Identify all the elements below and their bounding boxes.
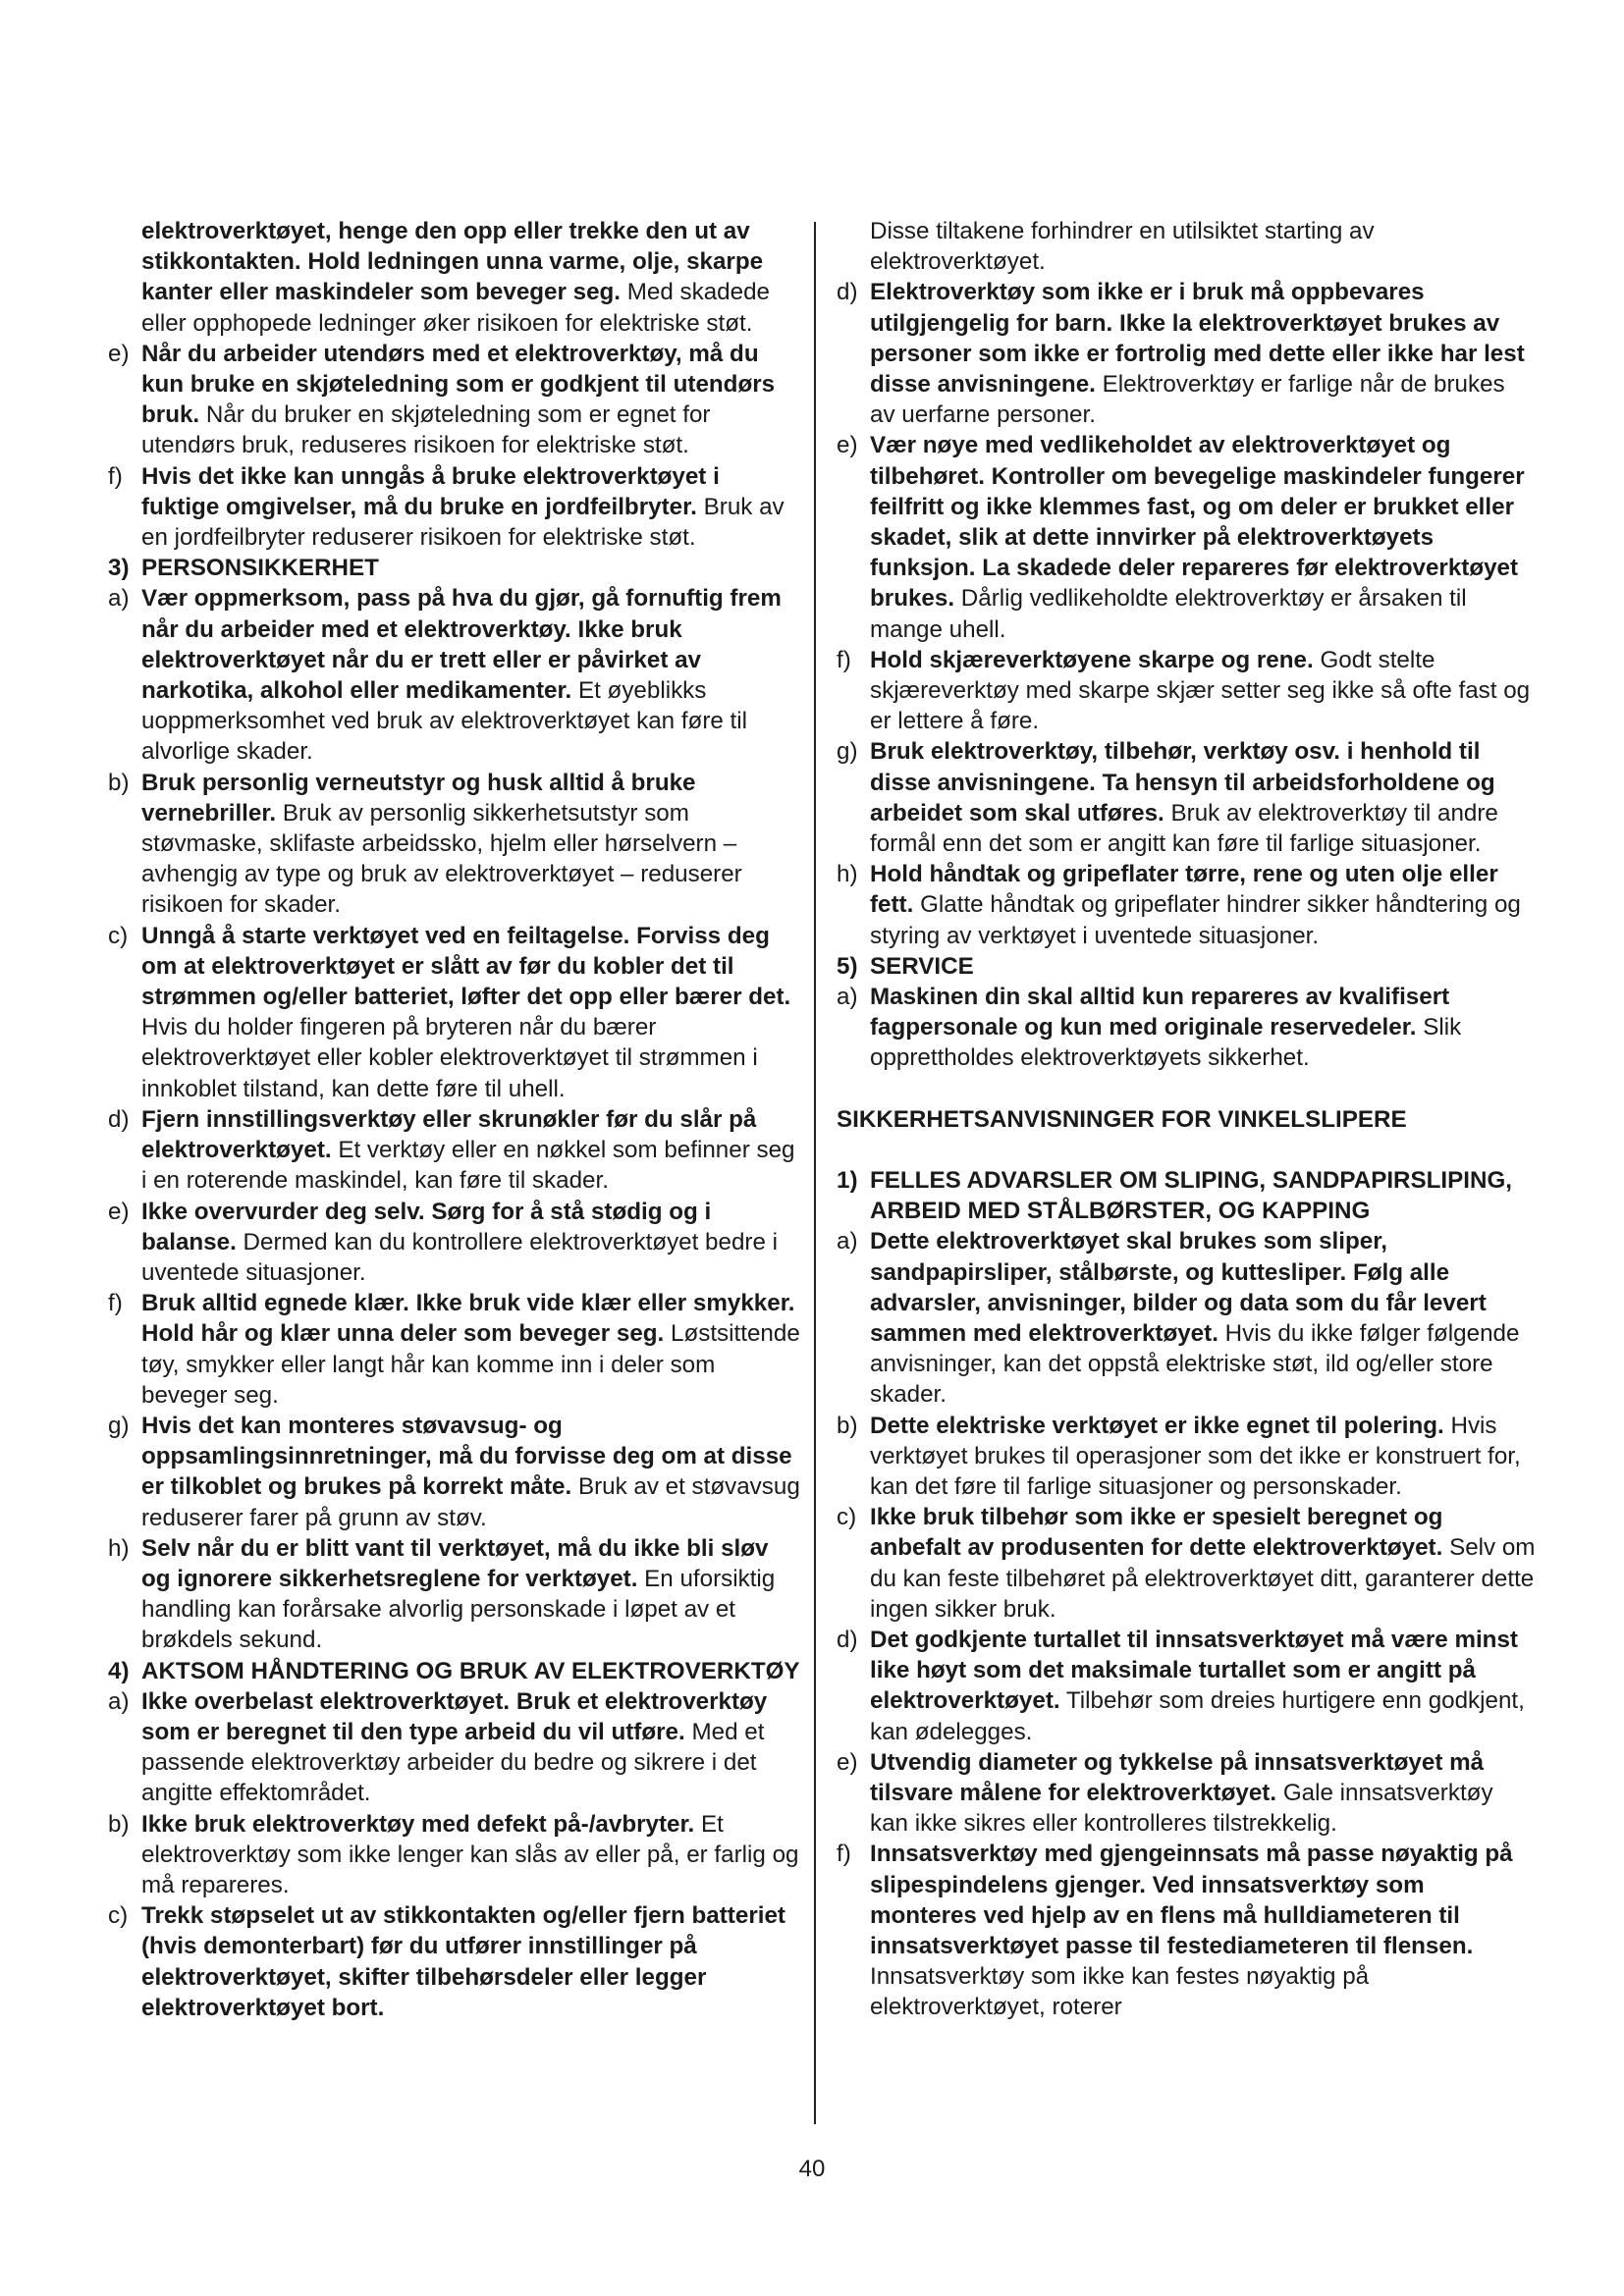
item-bold: Ikke overbelast elektroverktøyet. Bruk et elektroverktøy som er beregnet til den type arbeid du vil utføre.: [141, 1687, 768, 1745]
list-item: [108, 1411, 800, 1533]
section-heading-5: [837, 951, 1536, 982]
item-bold: Hvis det kan monteres støvavsug- og oppsamlingsinnretninger, må du forvisse deg om at disse er tilkoblet og brukes på korrekt måte.: [141, 1412, 792, 1501]
item-bold: Bruk elektroverktøy, tilbehør, verktøy osv. i henhold til disse anvisningene. Ta hensyn til arbeidsforholdene og arbeidet som skal utføres.: [870, 738, 1495, 827]
item-text: Et verktøy eller en nøkkel som befinner seg i en roterende maskindel, kan føre til skader.: [141, 1137, 795, 1195]
list-item: [108, 461, 800, 554]
list-item: [837, 1747, 1536, 1840]
list-item: [837, 277, 1536, 430]
item-bold: Dette elektroverktøyet skal brukes som sliper, sandpapirsliper, stålbørste, og kuttesliper. Følg alle advarsler, anvisninger, bilder og data som du får levert sammen med elektroverktøyet.: [870, 1228, 1487, 1347]
section-title: PERSONSIKKERHET: [141, 555, 379, 582]
list-item: [837, 430, 1536, 644]
item-marker: e): [108, 1198, 130, 1225]
column-divider: [814, 222, 816, 2124]
item-marker: a): [108, 585, 130, 613]
list-item: [108, 339, 800, 461]
item-text: Hvis du ikke følger følgende anvisninger, kan det oppstå elektriske støt, ild og/eller store skader.: [870, 1319, 1520, 1409]
item-text: En uforsiktig handling kan forårsake alvorlig personskade i løpet av et brøkdels sekund.: [141, 1565, 776, 1654]
item-marker: h): [108, 1534, 130, 1562]
item-marker: g): [837, 738, 858, 766]
item-text: Bruk av et støvavsug reduserer farer på grunn av støv.: [141, 1473, 800, 1531]
item-marker: f): [108, 462, 123, 490]
item-marker: b): [837, 1412, 858, 1439]
list-item: [837, 1226, 1536, 1410]
item-bold: Ikke overvurder deg selv. Sørg for å stå stødig og i balanse.: [141, 1198, 712, 1255]
item-text: Hvis verktøyet brukes til operasjoner som det ikke er konstruert for, kan det føre til farlige situasjoner og personskader.: [870, 1412, 1521, 1500]
item-bold: Hold håndtak og gripeflater tørre, rene og uten olje eller fett.: [870, 861, 1498, 919]
list-item: [837, 1411, 1536, 1503]
item-marker: c): [108, 922, 129, 949]
item-text: Dårlig vedlikeholdte elektroverktøy er årsaken til mange uhell.: [870, 585, 1467, 643]
item-text: Med et passende elektroverktøy arbeider du bedre og sikrere i det angitte effektområdet.: [141, 1718, 765, 1807]
section-number: 5): [837, 952, 858, 980]
item-text: Bruk av en jordfeilbryter reduserer risikoen for elektriske støt.: [141, 493, 785, 552]
item-marker: b): [108, 769, 130, 796]
item-marker: e): [837, 1748, 858, 1776]
item-bold: Vær oppmerksom, pass på hva du gjør, gå fornuftig frem når du arbeider med et elektroverktøy. Ikke bruk elektroverktøyet når du er trett eller er påvirket av narkotika, alkohol eller medikamenter.: [141, 585, 782, 705]
list-item: [108, 583, 800, 767]
item-marker: e): [837, 432, 858, 459]
list-item: [837, 645, 1536, 737]
item-marker: f): [837, 646, 851, 673]
safety-section-title: SIKKERHETSANVISNINGER FOR VINKELSLIPERE: [837, 1105, 1407, 1133]
item-bold: Når du arbeider utendørs med et elektroverktøy, må du kun bruke en skjøteledning som er godkjent til utendørs bruk.: [141, 340, 776, 429]
item-bold: Det godkjente turtallet til innsatsverktøyet må være minst like høyt som det maksimale turtallet som er angitt på elektroverktøyet.: [870, 1626, 1518, 1715]
item-marker: d): [837, 1626, 858, 1653]
item-text: Hvis du holder fingeren på bryteren når du bærer elektroverktøyet eller kobler elektroverktøyet til strømmen i innkoblet tilstand, kan dette føre til uhell.: [141, 1014, 758, 1102]
item-text: Bruk av elektroverktøy til andre formål enn det som er angitt kan føre til farlige situasjoner.: [870, 799, 1498, 858]
item-text: Et elektroverktøy som ikke lenger kan slås av eller på, er farlig og må repareres.: [141, 1810, 799, 1898]
list-item: [837, 1502, 1536, 1625]
section-title: AKTSOM HÅNDTERING OG BRUK AV ELEKTROVERKTØY: [141, 1657, 800, 1684]
item-bold: Ikke bruk elektroverktøy med defekt på-/avbryter.: [141, 1810, 695, 1838]
item-text: Elektroverktøy er farlige når de brukes av uerfarne personer.: [870, 371, 1505, 429]
item-bold: Utvendig diameter og tykkelse på innsatsverktøyet må tilsvare målene for elektroverktøyet.: [870, 1748, 1485, 1806]
item-marker: f): [108, 1290, 123, 1317]
list-item: [108, 1900, 800, 2023]
item-text: Innsatsverktøy som ikke kan festes nøyaktig på elektroverktøyet, roterer: [870, 1963, 1370, 2021]
section-heading-1: [837, 1165, 1536, 1226]
right-column: [837, 216, 1536, 2023]
item-text: Et øyeblikks uoppmerksomhet ved bruk av elektroverktøyet kan føre til alvorlige skader.: [141, 677, 748, 766]
item-marker: a): [108, 1687, 130, 1715]
item-marker: c): [108, 1902, 129, 1930]
left-column: [108, 216, 800, 2023]
item-marker: a): [837, 1228, 858, 1255]
section-heading-4: [108, 1656, 800, 1686]
list-item: [108, 921, 800, 1104]
section-number: 4): [108, 1657, 130, 1684]
list-item: [108, 1533, 800, 1656]
item-text: Glatte håndtak og gripeflater hindrer sikker håndtering og styring av verktøyet i uventede situasjoner.: [870, 891, 1521, 949]
list-item: [837, 736, 1536, 859]
list-item: [108, 1686, 800, 1809]
item-marker: d): [108, 1105, 130, 1133]
list-item: [837, 859, 1536, 951]
continued-paragraph: [108, 216, 800, 339]
section-title: SERVICE: [870, 952, 974, 980]
item-bold: Ikke bruk tilbehør som ikke er spesielt beregnet og anbefalt av produsenten for dette elektroverktøyet.: [870, 1504, 1443, 1562]
item-bold: Hold skjæreverktøyene skarpe og rene.: [870, 646, 1314, 673]
item-bold: Elektroverktøy som ikke er i bruk må oppbevares utilgjengelig for barn. Ikke la elektroverktøyet brukes av personer som ikke er fortrolig med dette eller ikke har lest disse anvisningene.: [870, 279, 1525, 399]
continued-paragraph: Disse tiltakene forhindrer en utilsiktet starting av elektroverktøyet.: [870, 218, 1375, 276]
item-bold: Selv når du er blitt vant til verktøyet, må du ikke bli sløv og ignorere sikkerhetsreglene for verktøyet.: [141, 1534, 769, 1592]
item-text: Dermed kan du kontrollere elektroverktøyet bedre i uventede situasjoner.: [141, 1228, 779, 1286]
section-title: FELLES ADVARSLER OM SLIPING, SANDPAPIRSLIPING, ARBEID MED STÅLBØRSTER, OG KAPPING: [870, 1166, 1513, 1225]
section-number: 3): [108, 555, 130, 582]
item-bold: Trekk støpselet ut av stikkontakten og/eller fjern batteriet (hvis demonterbart) før du utfører innstillinger på elektroverktøyet, skifter tilbehørsdeler eller legger elektroverktøyet bort.: [141, 1902, 785, 2021]
section-heading-3: [108, 553, 800, 583]
section-number: 1): [837, 1166, 858, 1194]
item-marker: h): [837, 861, 858, 888]
item-bold: Vær nøye med vedlikeholdet av elektroverktøyet og tilbehøret. Kontroller om bevegelige maskindeler fungerer feilfritt og ikke klemmes fast, og om deler er brukket eller skadet, slik at dette innvirker på elektroverktøyets funksjon. La skadede deler repareres før elektroverktøyet brukes.: [870, 432, 1525, 613]
item-text: Godt stelte skjæreverktøy med skarpe skjær setter seg ikke så ofte fast og er lettere å føre.: [870, 646, 1531, 735]
item-bold: Bruk alltid egnede klær. Ikke bruk vide klær eller smykker. Hold hår og klær unna deler som beveger seg.: [141, 1290, 795, 1348]
list-item: [837, 982, 1536, 1074]
list-item: [108, 1288, 800, 1411]
item-marker: d): [837, 279, 858, 306]
item-marker: e): [108, 340, 130, 367]
item-text: Slik opprettholdes elektroverktøyets sikkerhet.: [870, 1014, 1462, 1072]
paragraph-bold: elektroverktøyet, henge den opp eller trekke den ut av stikkontakten. Hold ledningen unna varme, olje, skarpe kanter eller maskindeler som beveger seg.: [141, 218, 764, 306]
item-text: Når du bruker en skjøteledning som er egnet for utendørs bruk, reduseres risikoen for elektriske støt.: [141, 401, 711, 459]
page-number: 40: [798, 2156, 826, 2182]
item-marker: c): [837, 1504, 857, 1531]
item-bold: Dette elektriske verktøyet er ikke egnet til polering.: [870, 1412, 1444, 1439]
item-bold: Unngå å starte verktøyet ved en feiltagelse. Forviss deg om at elektroverktøyet er slått av før du kobler det til strømmen og/eller batteriet, løfter det opp eller bærer det.: [141, 922, 791, 1011]
item-text: Løstsittende tøy, smykker eller langt hår kan komme inn i deler som beveger seg.: [141, 1320, 800, 1409]
item-bold: Bruk personlig verneutstyr og husk alltid å bruke vernebriller.: [141, 769, 696, 827]
item-text: Bruk av personlig sikkerhetsutstyr som støvmaske, sklifaste arbeidssko, hjelm eller hørselvern – avhengig av type og bruk av elektroverktøyet – reduserer risikoen for skader.: [141, 799, 742, 919]
item-text: Selv om du kan feste tilbehøret på elektroverktøyet ditt, garanterer dette ingen sikker bruk.: [870, 1534, 1536, 1623]
item-bold: Fjern innstillingsverktøy eller skrunøkler før du slår på elektroverktøyet.: [141, 1105, 757, 1164]
item-marker: g): [108, 1412, 130, 1439]
list-item: [108, 1809, 800, 1901]
item-bold: Hvis det ikke kan unngås å bruke elektroverktøyet i fuktige omgivelser, må du bruke en jordfeilbryter.: [141, 462, 720, 520]
item-marker: a): [837, 984, 858, 1011]
list-item: [108, 1197, 800, 1289]
list-item: [108, 1104, 800, 1197]
item-marker: b): [108, 1810, 130, 1838]
paragraph-text: Med skadede eller opphopede ledninger øker risikoen for elektriske støt.: [141, 279, 770, 337]
item-text: Gale innsatsverktøy kan ikke sikres eller kontrolleres tilstrekkelig.: [870, 1779, 1493, 1838]
list-item: [108, 768, 800, 921]
item-marker: f): [837, 1841, 851, 1868]
item-text: Tilbehør som dreies hurtigere enn godkjent, kan ødelegges.: [870, 1687, 1525, 1745]
item-bold: Innsatsverktøy med gjengeinnsats må passe nøyaktig på slipespindelens gjenger. Ved innsatsverktøy som monteres ved hjelp av en flens må hulldiameteren til innsatsverktøyet passe til festediameteren til flensen.: [870, 1841, 1513, 1959]
list-item: [837, 1839, 1536, 2022]
item-bold: Maskinen din skal alltid kun repareres av kvalifisert fagpersonale og kun med originale reservedeler.: [870, 984, 1450, 1041]
list-item: [837, 1625, 1536, 1747]
